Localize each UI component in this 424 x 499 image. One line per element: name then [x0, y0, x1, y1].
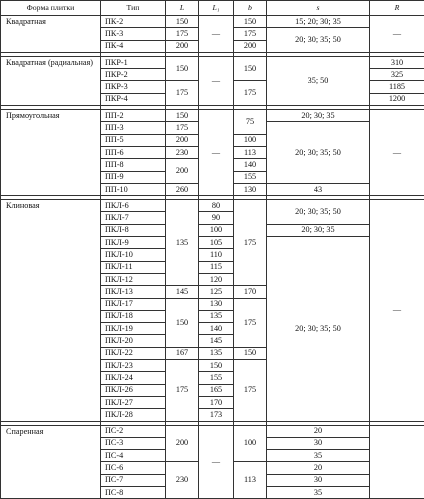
s-cell: 20; 30; 35; 50	[267, 28, 370, 53]
L1-cell: 173	[199, 409, 234, 421]
L-cell: 200	[166, 159, 199, 184]
b-cell: 130	[234, 183, 267, 195]
type-cell: ПК-3	[101, 28, 166, 40]
R-cell: —	[370, 16, 424, 53]
type-cell: ПС-7	[101, 474, 166, 486]
type-cell: ПКЛ-9	[101, 237, 166, 249]
s-cell: 20; 30; 35; 50	[267, 122, 370, 183]
b-cell: 175	[234, 360, 267, 421]
b-cell: 175	[234, 28, 267, 40]
L-cell: 200	[166, 134, 199, 146]
L-cell: 175	[166, 28, 199, 40]
b-cell: 175	[234, 298, 267, 347]
L-cell: 175	[166, 122, 199, 134]
b-cell: 200	[234, 40, 267, 52]
type-cell: ПКЛ-24	[101, 372, 166, 384]
form-cell: Прямоугольная	[1, 110, 101, 196]
type-cell: ПКЛ-7	[101, 212, 166, 224]
L-cell: 150	[166, 56, 199, 81]
L-cell: 200	[166, 40, 199, 52]
L1-cell: —	[199, 56, 234, 105]
b-cell: 100	[234, 134, 267, 146]
type-cell: ПКЛ-13	[101, 286, 166, 298]
type-cell: ПКЛ-8	[101, 224, 166, 236]
header-R: R	[370, 1, 424, 16]
form-cell: Спаренная	[1, 425, 101, 499]
header-form: Форма плитки	[1, 1, 101, 16]
header-type: Тип	[101, 1, 166, 16]
L-cell: 145	[166, 286, 199, 298]
s-cell: 43	[267, 183, 370, 195]
type-cell: ПКЛ-23	[101, 360, 166, 372]
L1-cell: 135	[199, 347, 234, 359]
b-cell: 140	[234, 159, 267, 171]
b-cell: 155	[234, 171, 267, 183]
type-cell: ПКЛ-12	[101, 273, 166, 285]
type-cell: ПКР-3	[101, 81, 166, 93]
type-cell: ПКР-4	[101, 93, 166, 105]
s-cell: 35	[267, 450, 370, 462]
type-cell: ПП-6	[101, 146, 166, 158]
L-cell: 230	[166, 146, 199, 158]
L1-cell: 120	[199, 273, 234, 285]
s-cell: 20; 30; 35	[267, 224, 370, 236]
type-cell: ПКЛ-26	[101, 384, 166, 396]
R-cell: —	[370, 200, 424, 421]
type-cell: ПС-4	[101, 450, 166, 462]
type-cell: ПКЛ-20	[101, 335, 166, 347]
s-cell: 35; 50	[267, 56, 370, 105]
L1-cell: —	[199, 110, 234, 196]
b-cell: 175	[234, 200, 267, 286]
L1-cell: 135	[199, 310, 234, 322]
s-cell: 15; 20; 30; 35	[267, 16, 370, 28]
L1-cell: —	[199, 16, 234, 53]
L1-cell: 140	[199, 323, 234, 335]
type-cell: ПКЛ-11	[101, 261, 166, 273]
type-cell: ПКЛ-19	[101, 323, 166, 335]
type-cell: ПК-2	[101, 16, 166, 28]
b-cell: 113	[234, 462, 267, 499]
L-cell: 175	[166, 81, 199, 106]
type-cell: ПК-4	[101, 40, 166, 52]
s-cell: 20; 30; 35; 50	[267, 237, 370, 421]
type-cell: ПП-5	[101, 134, 166, 146]
type-cell: ПП-10	[101, 183, 166, 195]
header-L: L	[166, 1, 199, 16]
L1-cell: 115	[199, 261, 234, 273]
table-row	[1, 110, 424, 122]
L1-cell: 170	[199, 396, 234, 408]
R-cell	[370, 425, 424, 499]
table-row	[1, 16, 424, 28]
s-cell: 20	[267, 425, 370, 437]
L1-cell: 150	[199, 360, 234, 372]
header-b: b	[234, 1, 267, 16]
L1-cell: 100	[199, 224, 234, 236]
table-row	[1, 200, 424, 212]
b-cell: 75	[234, 110, 267, 135]
type-cell: ПКЛ-6	[101, 200, 166, 212]
L-cell: 260	[166, 183, 199, 195]
table-row	[1, 56, 424, 68]
form-cell: Клиновая	[1, 200, 101, 421]
b-cell: 170	[234, 286, 267, 298]
s-cell: 20	[267, 462, 370, 474]
b-cell: 150	[234, 56, 267, 81]
header-s: s	[267, 1, 370, 16]
type-cell: ПКЛ-28	[101, 409, 166, 421]
R-cell: 1200	[370, 93, 424, 105]
s-cell: 35	[267, 486, 370, 498]
header-row	[1, 1, 424, 16]
b-cell: 175	[234, 81, 267, 106]
type-cell: ПС-2	[101, 425, 166, 437]
type-cell: ПП-8	[101, 159, 166, 171]
type-cell: ПКЛ-18	[101, 310, 166, 322]
b-cell: 100	[234, 425, 267, 462]
R-cell: 310	[370, 56, 424, 68]
table-row	[1, 425, 424, 437]
type-cell: ПКЛ-10	[101, 249, 166, 261]
b-cell: 150	[234, 16, 267, 28]
type-cell: ПКЛ-27	[101, 396, 166, 408]
type-cell: ПКР-2	[101, 69, 166, 81]
b-cell: 113	[234, 146, 267, 158]
L1-cell: 105	[199, 237, 234, 249]
L-cell: 230	[166, 462, 199, 499]
R-cell: 1185	[370, 81, 424, 93]
s-cell: 20; 30; 35; 50	[267, 200, 370, 225]
type-cell: ПКЛ-22	[101, 347, 166, 359]
type-cell: ПС-8	[101, 486, 166, 498]
L1-cell: 80	[199, 200, 234, 212]
b-cell: 150	[234, 347, 267, 359]
form-cell: Квадратная	[1, 16, 101, 53]
L1-cell: —	[199, 425, 234, 499]
L-cell: 150	[166, 298, 199, 347]
type-cell: ПП-9	[101, 171, 166, 183]
L1-cell: 155	[199, 372, 234, 384]
type-cell: ПП-2	[101, 110, 166, 122]
L-cell: 200	[166, 425, 199, 462]
L1-cell: 125	[199, 286, 234, 298]
header-L1: L₁	[199, 1, 234, 16]
L1-cell: 110	[199, 249, 234, 261]
R-cell: 325	[370, 69, 424, 81]
s-cell: 30	[267, 437, 370, 449]
type-cell: ПС-3	[101, 437, 166, 449]
L-cell: 150	[166, 110, 199, 122]
L-cell: 135	[166, 200, 199, 286]
type-cell: ПКЛ-17	[101, 298, 166, 310]
L1-cell: 145	[199, 335, 234, 347]
type-cell: ПС-6	[101, 462, 166, 474]
L1-cell: 130	[199, 298, 234, 310]
form-cell: Квадратная (радиальная)	[1, 56, 101, 105]
L1-cell: 90	[199, 212, 234, 224]
L1-cell: 165	[199, 384, 234, 396]
L-cell: 175	[166, 360, 199, 421]
L-cell: 150	[166, 16, 199, 28]
type-cell: ПП-3	[101, 122, 166, 134]
s-cell: 20; 30; 35	[267, 110, 370, 122]
type-cell: ПКР-1	[101, 56, 166, 68]
L-cell: 167	[166, 347, 199, 359]
s-cell: 30	[267, 474, 370, 486]
R-cell: —	[370, 110, 424, 196]
